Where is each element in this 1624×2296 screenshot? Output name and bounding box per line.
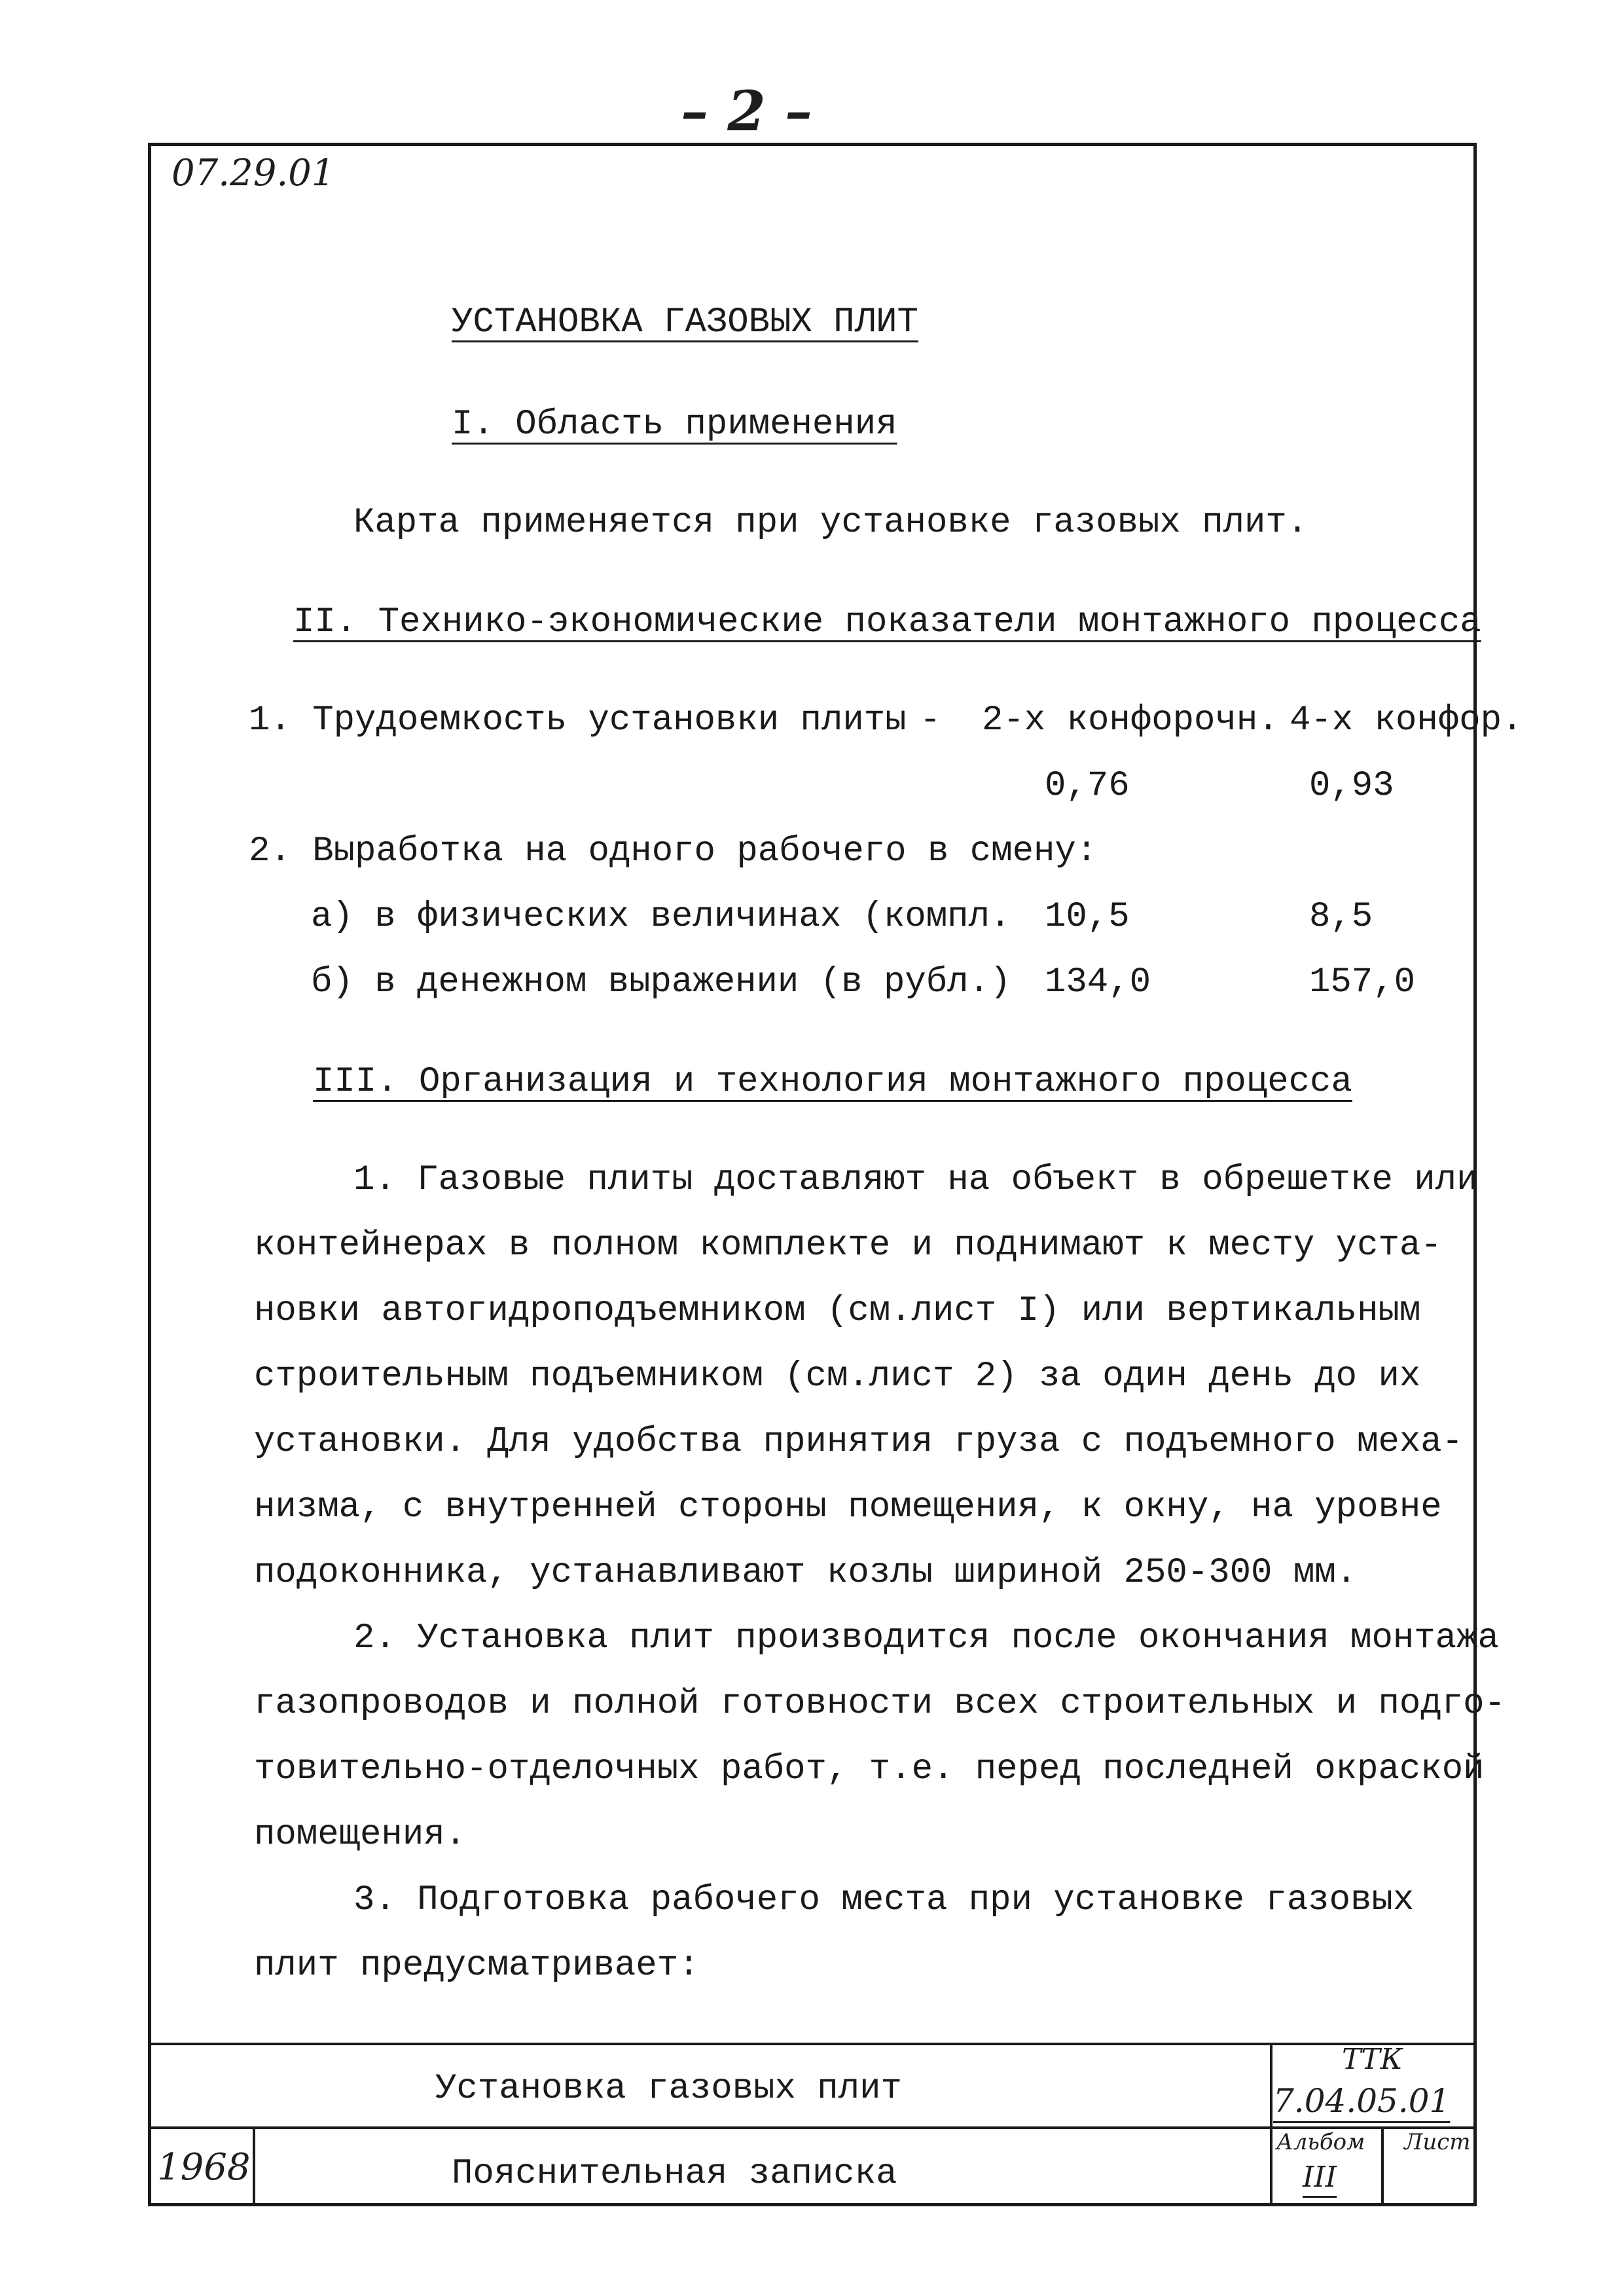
- section1-heading: I. Область применения: [452, 405, 897, 445]
- paragraph-line: установки. Для удобства принятия груза с подъемного меха-: [254, 1422, 1464, 1462]
- stamp-right-divider: [1270, 2043, 1272, 2206]
- output-physical-value-2: 10,5: [1045, 897, 1130, 937]
- output-physical-label: а) в физических величинах (компл.: [311, 897, 1011, 937]
- output-label: 2. Выработка на одного рабочего в смену:: [249, 831, 1098, 871]
- labor-intensity-dash: -: [920, 701, 941, 740]
- stamp-title: Установка газовых плит: [435, 2069, 902, 2109]
- stamp-sheet-label: Лист: [1404, 2129, 1471, 2155]
- page-title: УСТАНОВКА ГАЗОВЫХ ПЛИТ: [452, 302, 918, 342]
- stamp-subtitle: Пояснительная записка: [452, 2154, 897, 2194]
- output-money-value-4: 157,0: [1309, 962, 1416, 1002]
- paragraph-line: низма, с внутренней стороны помещения, к окну, на уровне: [254, 1487, 1442, 1527]
- stamp-album-divider: [1381, 2126, 1384, 2206]
- output-physical-value-4: 8,5: [1309, 897, 1373, 937]
- section1-text: Карта применяется при установке газовых плит.: [353, 503, 1308, 543]
- stamp-ttk-label: ТТК: [1342, 2043, 1403, 2076]
- paragraph-line: 3. Подготовка рабочего места при установке газовых: [353, 1880, 1415, 1920]
- col-header-4-burner: 4-х конфор.: [1290, 701, 1523, 740]
- paragraph-line: помещения.: [254, 1815, 467, 1855]
- paragraph-line: новки автогидроподъемником (см.лист I) или вертикальным: [254, 1291, 1421, 1331]
- stamp-album-value: III: [1303, 2160, 1337, 2194]
- section3-heading: III. Организация и технология монтажного процесса: [313, 1062, 1352, 1102]
- paragraph-line: строительным подъемником (см.лист 2) за один день до их: [254, 1357, 1421, 1396]
- stamp-year: 1968: [157, 2146, 251, 2189]
- paragraph-line: товительно-отделочных работ, т.е. перед последней окраской: [254, 1749, 1485, 1789]
- paragraph-line: подоконника, устанавливают козлы шириной 250-300 мм.: [254, 1553, 1358, 1593]
- paragraph-line: 2. Установка плит производится после окончания монтажа: [353, 1618, 1499, 1658]
- document-code: 07.29.01: [171, 152, 335, 194]
- paragraph-line: контейнерах в полном комплекте и поднимают к месту уста-: [254, 1226, 1442, 1266]
- labor-intensity-label: 1. Трудоемкость установки плиты: [249, 701, 907, 740]
- stamp-ttk-code: 7.04.05.01: [1273, 2082, 1451, 2120]
- stamp-top-line: [148, 2043, 1477, 2045]
- labor-intensity-value-4: 0,93: [1309, 766, 1394, 806]
- paragraph-line: 1. Газовые плиты доставляют на объект в обрешетке или: [353, 1160, 1478, 1200]
- paragraph-line: газопроводов и полной готовности всех строительных и подго-: [254, 1684, 1506, 1724]
- stamp-year-divider: [253, 2126, 255, 2206]
- paragraph-line: плит предусматривает:: [254, 1946, 700, 1986]
- page-number: – 2 –: [681, 79, 812, 143]
- labor-intensity-value-2: 0,76: [1045, 766, 1130, 806]
- stamp-album-label: Альбом: [1276, 2129, 1365, 2155]
- output-money-value-2: 134,0: [1045, 962, 1151, 1002]
- col-header-2-burner: 2-х конфорочн.: [982, 701, 1279, 740]
- output-money-label: б) в денежном выражении (в рубл.): [311, 962, 1011, 1002]
- section2-heading: II. Технико-экономические показатели монтажного процесса: [293, 602, 1481, 642]
